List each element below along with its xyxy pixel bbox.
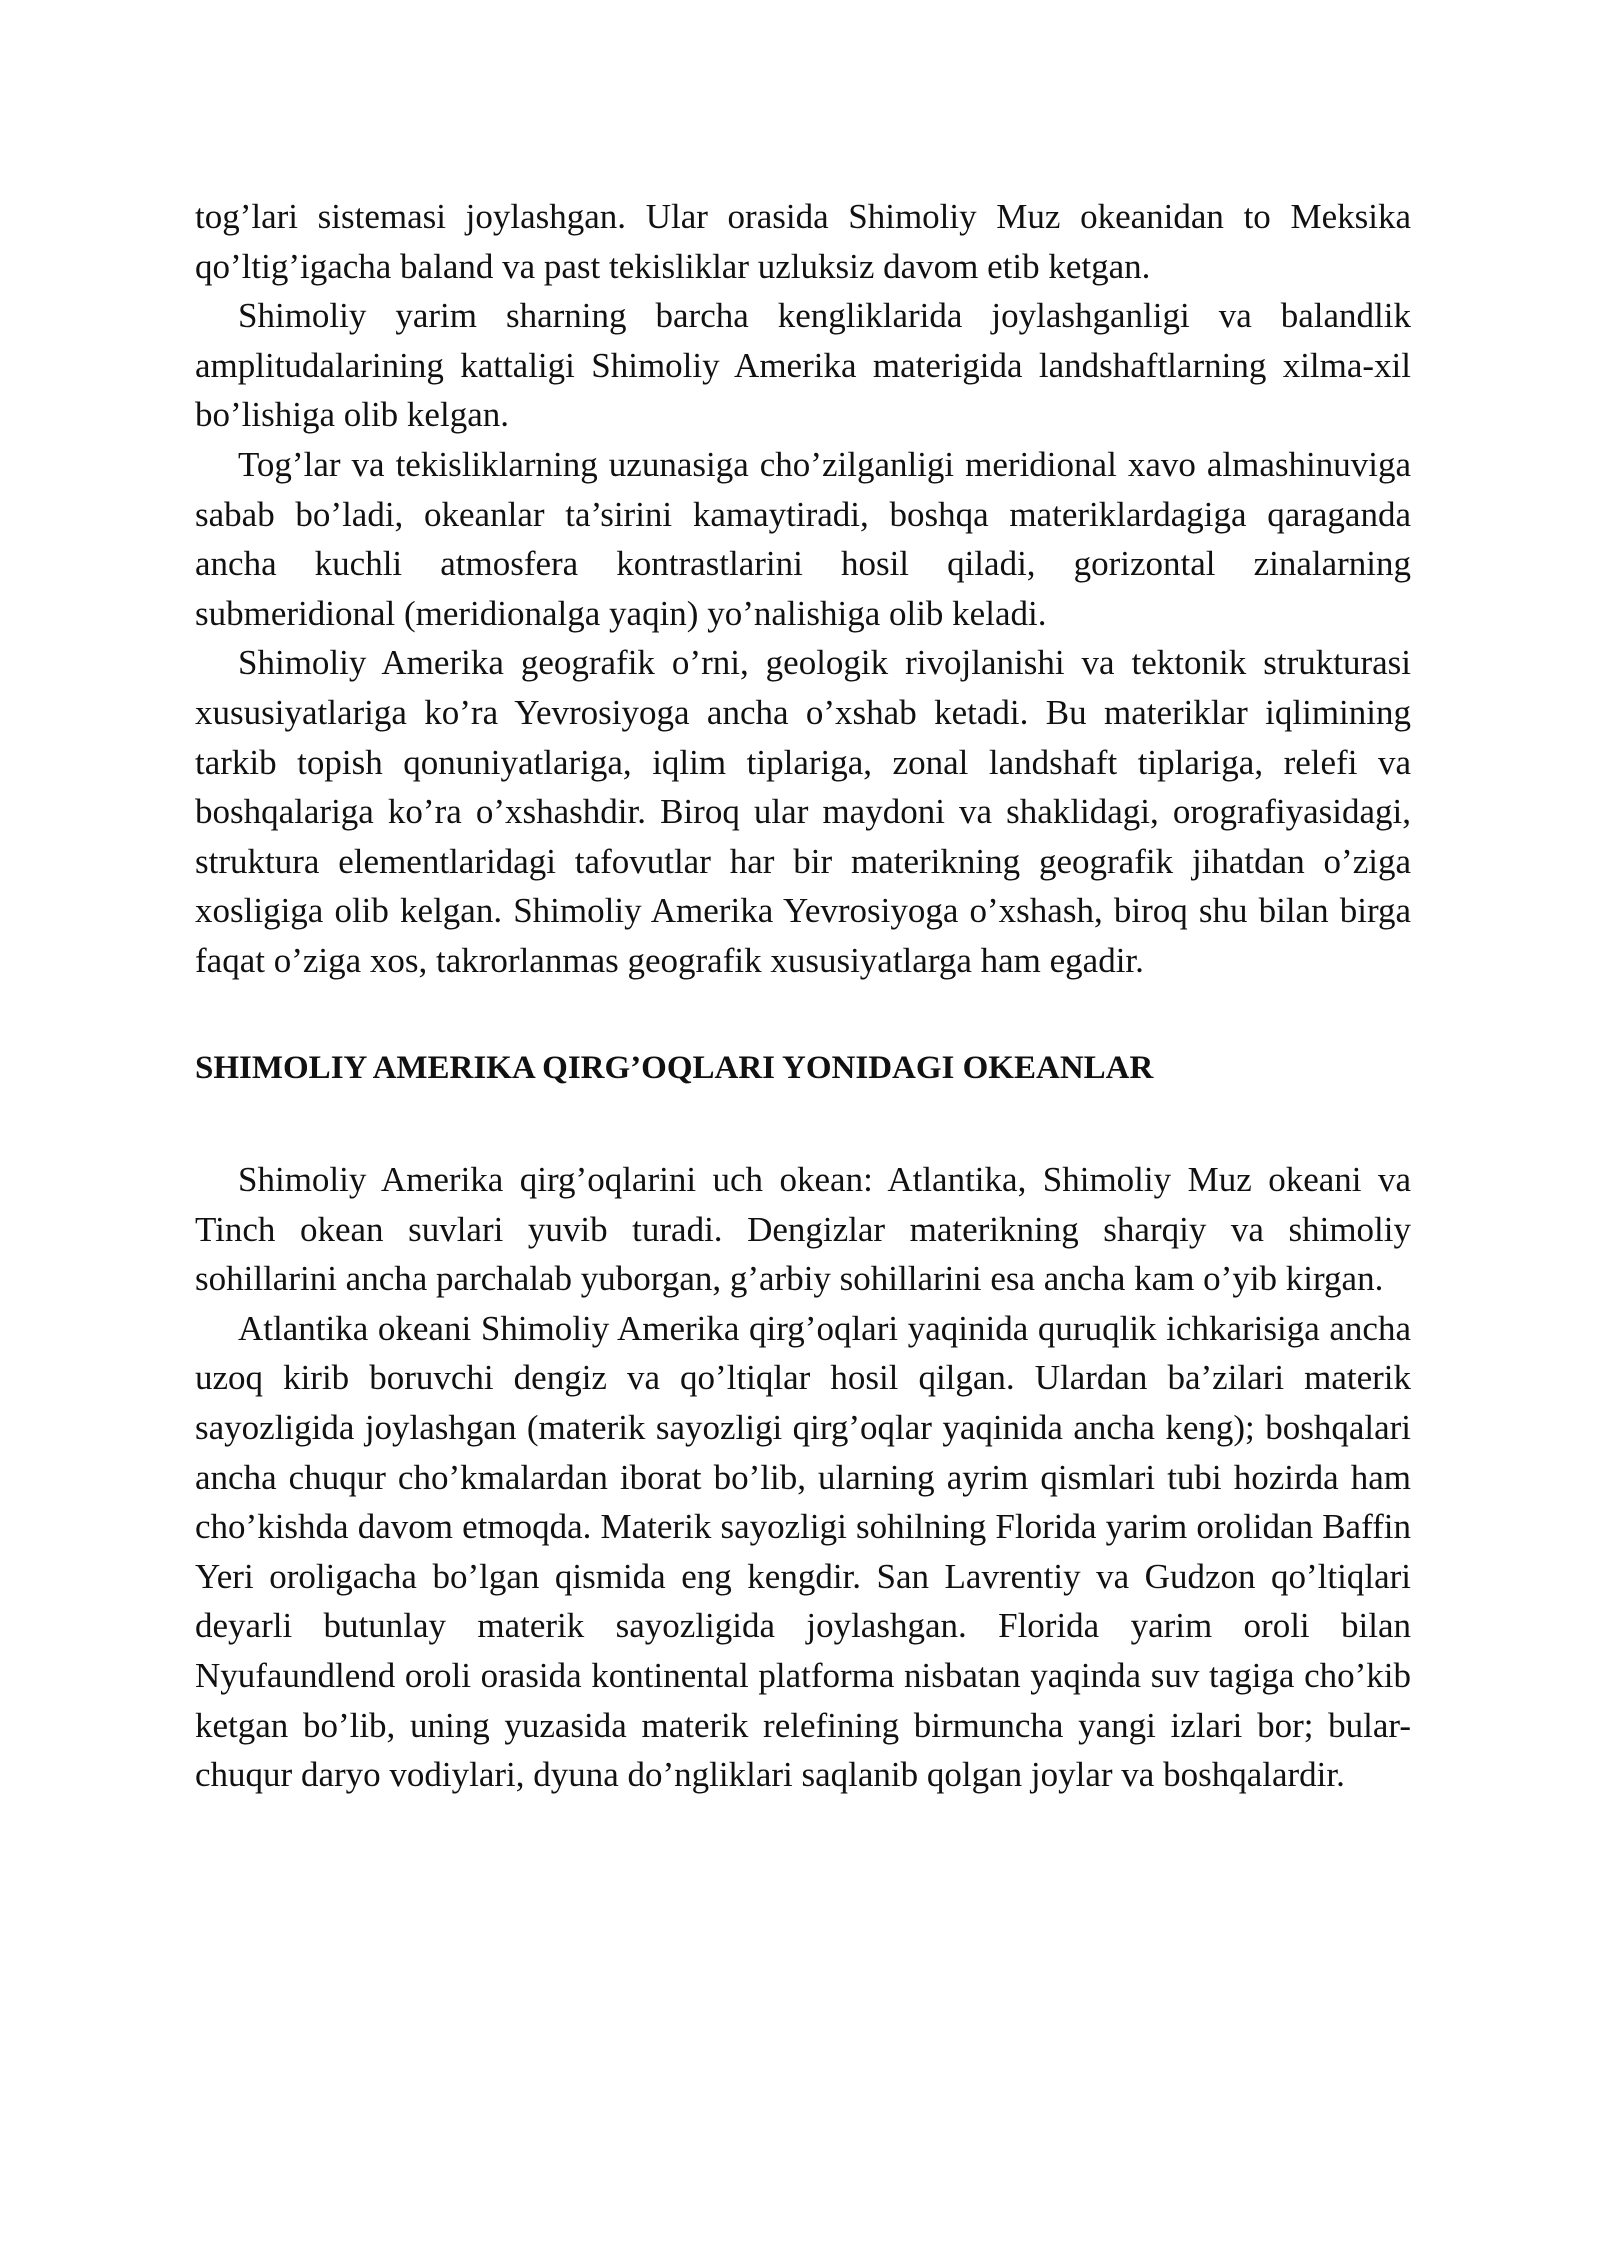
paragraph: Tog’lar va tekisliklarning uzunasiga cho’zilganligi meridional xavo almashinuviga sabab bo’ladi, okeanlar ta’sirini kamaytiradi, boshqa materiklardagiga qaraganda ancha kuchli atmosfera kontrastlarini hosil qiladi, gorizontal zinalarning submeridional (meridionalga yaqin) yo’nalishiga olib keladi. [195,444,1411,633]
document-page [195,192,1411,1800]
paragraph: Shimoliy yarim sharning barcha kengliklarida joylashganligi va balandlik amplitudalarining kattaligi Shimoliy Amerika materigida landshaftlarning xilma-xil bo’lishiga olib kelgan. [195,296,1411,435]
paragraph: Atlantika okeani Shimoliy Amerika qirg’oqlari yaqinida quruqlik ichkarisiga ancha uzoq kirib boruvchi dengiz va qo’ltiqlar hosil qilgan. Ulardan ba’zilari materik sayozligida joylashgan (materik sayozligi qirg’oqlar yaqinida ancha keng); boshqalari ancha chuqur cho’kmalardan iborat bo’lib, ularning ayrim qismlari tubi hozirda ham cho’kishda davom etmoqda. Materik sayozligi sohilning Florida yarim orolidan Baffin Yeri oroligacha bo’lgan qismida eng kengdir. San Lavrentiy va Gudzon qo’ltiqlari deyarli butunlay materik sayozligida joylashgan. Florida yarim oroli bilan Nyufaundlend oroli orasida kontinental platforma nisbatan yaqinda suv tagiga cho’kib ketgan bo’lib, uning yuzasida materik relefining birmuncha yangi izlari bor; bular-chuqur daryo vodiylari, dyuna do’ngliklari saqlanib qolgan joylar va boshqalardir. [195,1308,1411,1795]
section-heading: SHIMOLIY AMERIKA QIRG’OQLARI YONIDAGI OKEANLAR [195,1049,1154,1086]
paragraph: Shimoliy Amerika geografik o’rni, geologik rivojlanishi va tektonik strukturasi xususiyatlariga ko’ra Yevrosiyoga ancha o’xshab ketadi. Bu materiklar iqlimining tarkib topish qonuniyatlariga, iqlim tiplariga, zonal landshaft tiplariga, relefi va boshqalariga ko’ra o’xshashdir. Biroq ular maydoni va shaklidagi, orografiyasidagi, struktura elementlaridagi tafovutlar har bir materikning geografik jihatdan o’ziga xosligiga olib kelgan. Shimoliy Amerika Yevrosiyoga o’xshash, biroq shu bilan birga faqat o’ziga xos, takrorlanmas geografik xususiyatlarga ham egadir. [195,643,1411,980]
paragraph-continued: tog’lari sistemasi joylashgan. Ular orasida Shimoliy Muz okeanidan to Meksika qo’ltig’igacha baland va past tekisliklar uzluksiz davom etib ketgan. [195,197,1411,286]
paragraph: Shimoliy Amerika qirg’oqlarini uch okean: Atlantika, Shimoliy Muz okeani va Tinch okean suvlari yuvib turadi. Dengizlar materikning sharqiy va shimoliy sohillarini ancha parchalab yuborgan, g’arbiy sohillarini esa ancha kam o’yib kirgan. [195,1160,1411,1299]
